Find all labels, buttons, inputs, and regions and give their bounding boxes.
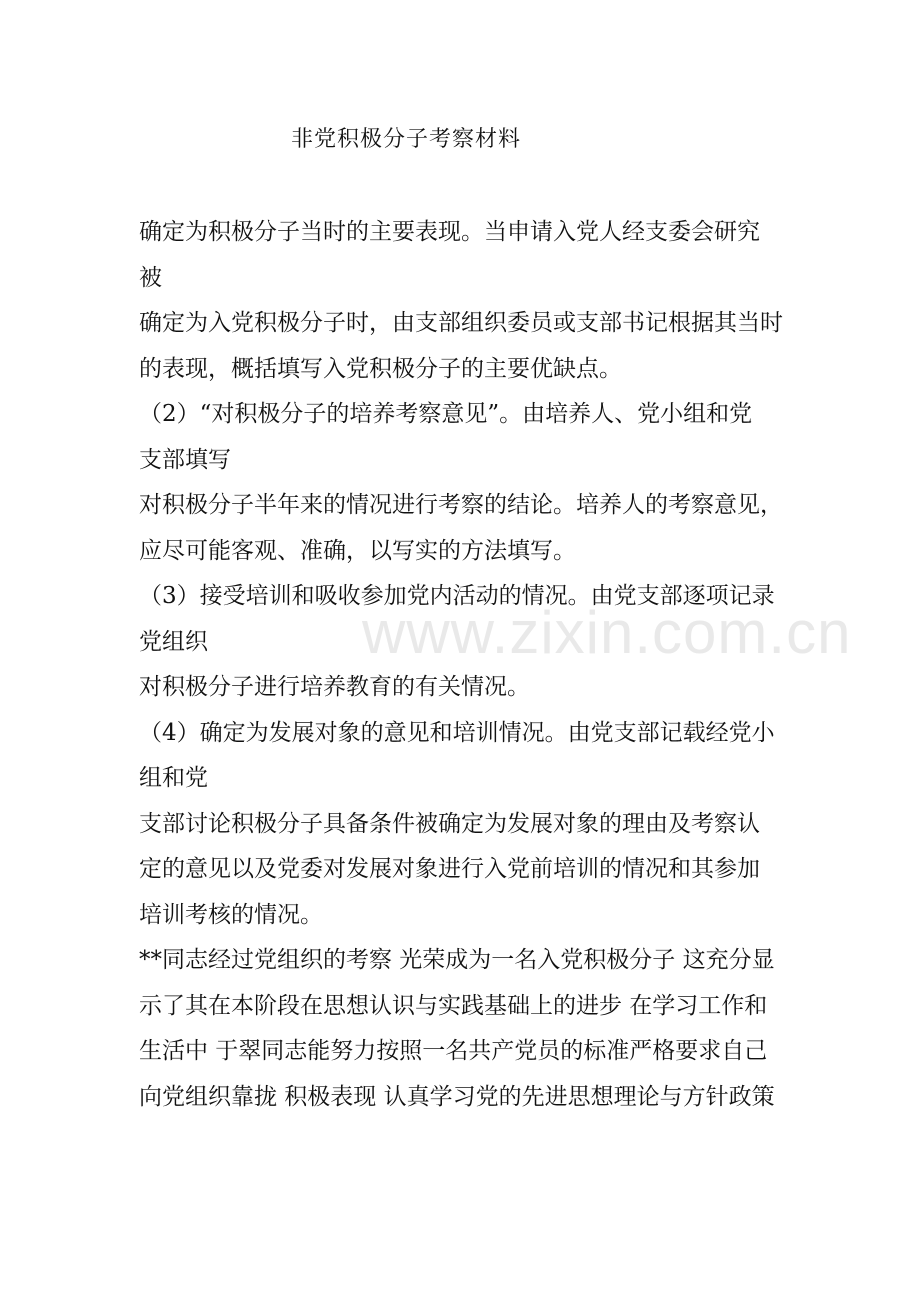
body-line: 对积极分子半年来的情况进行考察的结论。培养人的考察意见， <box>139 492 783 518</box>
body-line: （4）确定为发展对象的意见和培训情况。由党支部记载经党小 <box>139 719 775 746</box>
document-title: 非党积极分子考察材料 <box>291 127 522 152</box>
body-line: 被 <box>139 264 162 291</box>
body-line: 支部讨论积极分子具备条件被确定为发展对象的理由及考察认 <box>139 810 760 837</box>
body-line: （2）“对积极分子的培养考察意见”。由培养人、党小组和党 <box>139 401 753 427</box>
body-line: 对积极分子进行培养教育的有关情况。 <box>139 674 530 700</box>
body-line: 向党组织靠拢 积极表现 认真学习党的先进思想理论与方针政策 <box>139 1083 775 1110</box>
body-line: 定的意见以及党委对发展对象进行入党前培训的情况和其参加 <box>139 856 760 882</box>
document-body <box>139 214 799 1124</box>
body-line: 的表现，概括填写入党积极分子的主要优缺点。 <box>139 355 622 382</box>
body-line: 确定为入党积极分子时，由支部组织委员或支部书记根据其当时 <box>139 310 783 336</box>
watermark: www.zixin.com.cn <box>362 599 852 666</box>
body-line: 确定为积极分子当时的主要表现。当申请入党人经支委会研究 <box>139 219 760 245</box>
body-line: 示了其在本阶段在思想认识与实践基础上的进步 在学习工作和 <box>139 992 768 1019</box>
body-line: 培训考核的情况。 <box>139 901 323 928</box>
body-line: **同志经过党组织的考察 光荣成为一名入党积极分子 这充分显 <box>139 947 775 973</box>
body-line: 组和党 <box>139 765 208 791</box>
body-line: 支部填写 <box>139 446 231 473</box>
body-line: 党组织 <box>139 628 208 655</box>
body-line: 应尽可能客观、准确，以写实的方法填写。 <box>139 537 576 564</box>
body-line: （3）接受培训和吸收参加党内活动的情况。由党支部逐项记录 <box>139 583 775 609</box>
body-line: 生活中 于翠同志能努力按照一名共产党员的标准严格要求自己 <box>139 1038 768 1064</box>
